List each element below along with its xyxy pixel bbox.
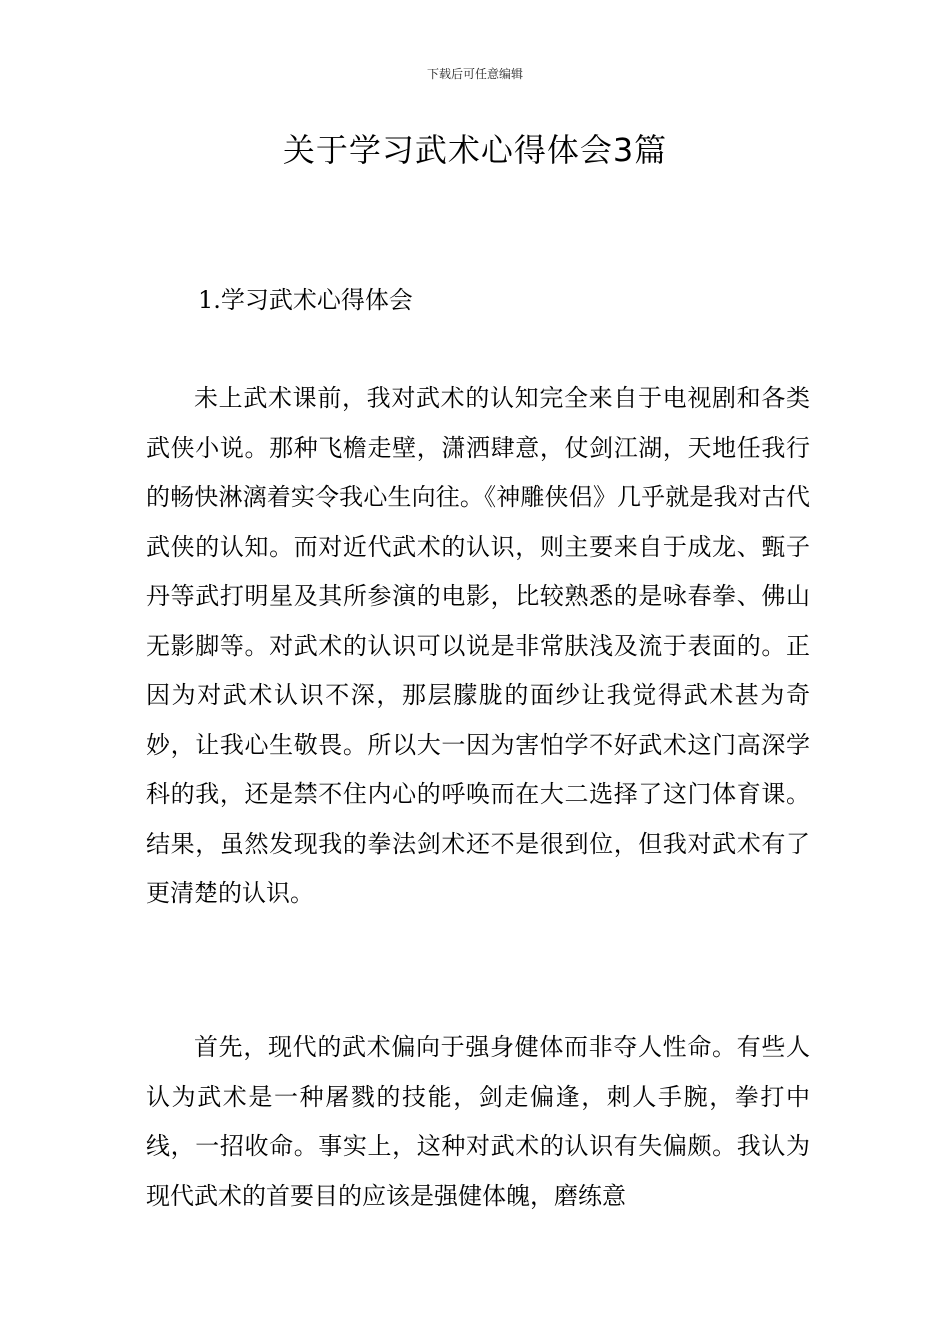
- body-paragraph: 未上武术课前，我对武术的认知完全来自于电视剧和各类武侠小说。那种飞檐走壁，潇洒肆意，仗剑江湖，天地任我行的畅快淋漓着实令我心生向往。《神雕侠侣》几乎就是我对古代武侠的认知。而对近代武术的认识，则主要来自于成龙、甄子丹等武打明星及其所参演的电影，比较熟悉的是咏春拳、佛山无影脚等。对武术的认识可以说是非常肤浅及流于表面的。正因为对武术认识不深，那层朦胧的面纱让我觉得武术甚为奇妙，让我心生敬畏。所以大一因为害怕学不好武术这门高深学科的我，还是禁不住内心的呼唤而在大二选择了这门体育课。结果，虽然发现我的拳法剑术还不是很到位，但我对武术有了更清楚的认识。: [146, 384, 810, 907]
- body-paragraph: 首先，现代的武术偏向于强身健体而非夺人性命。有些人认为武术是一种屠戮的技能，剑走偏逢，刺人手腕，拳打中线，一招收命。事实上，这种对武术的认识有失偏颇。我认为现代武术的首要目的应该是强健体魄，磨练意: [146, 1033, 810, 1210]
- document-title: 关于学习武术心得体会3篇: [282, 131, 668, 169]
- section-heading: 1.学习武术心得体会: [198, 286, 413, 314]
- page-header-note: 下载后可任意编辑: [426, 67, 523, 81]
